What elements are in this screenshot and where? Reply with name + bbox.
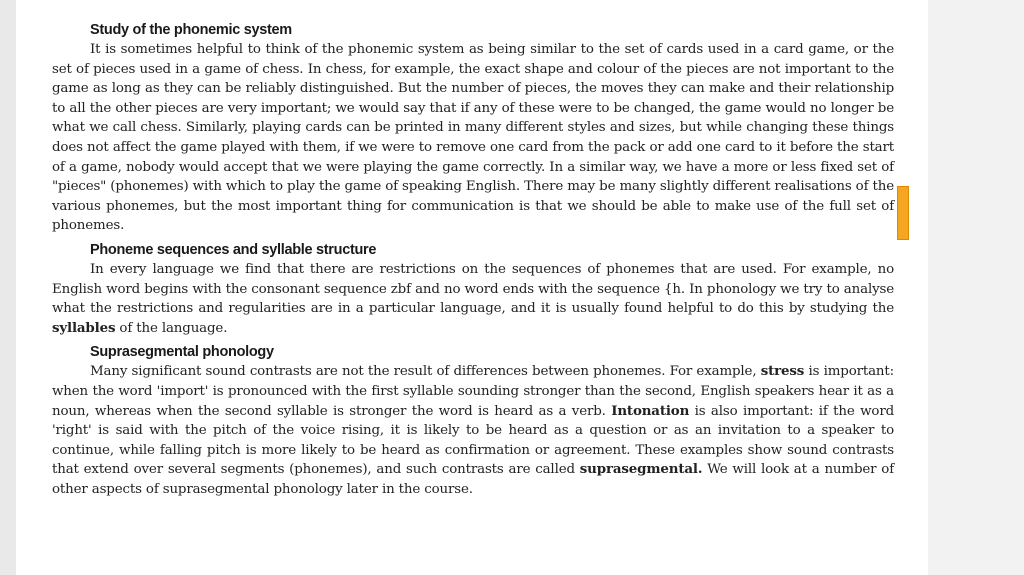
document-page <box>16 0 928 575</box>
section-heading-syllable-structure: Phoneme sequences and syllable structure <box>90 241 377 258</box>
section-heading-suprasegmental: Suprasegmental phonology <box>90 344 274 361</box>
section-heading-phonemic-system: Study of the phonemic system <box>90 22 292 38</box>
document-content <box>52 20 894 503</box>
paragraph-syllable-structure: In every language we find that there are restrictions on the sequences of phonemes that are used. For example, no English word begins with the consonant sequence zbf and no word ends with the sequence {h. In phonology we try to analyse what the restrictions and regularities are in a particular language, and it is usually found helpful to do this by studying the syllables of the language. <box>52 261 894 336</box>
bold-term-intonation: Intonation <box>611 402 690 419</box>
highlight-marker[interactable] <box>897 186 909 240</box>
paragraph-suprasegmental: Many significant sound contrasts are not the result of differences between phonemes. For example, stress is important: when the word 'import' is pronounced with the first syllable sounding stronger than the second, English speakers hear it as a noun, whereas when the second syllable is stronger the word is heard as a verb. Intonation is also important: if the word 'right' is said with the pitch of the voice rising, it is likely to be heard as a question or as an invitation to a speaker to continue, while falling pitch is more likely to be heard as confirmation or agreement. These examples show sound contrasts that extend over several segments (phonemes), and such contrasts are called suprasegmental. We will look at a number of other aspects of suprasegmental phonology later in the course. <box>52 363 894 497</box>
bold-term-syllables: syllables <box>52 319 116 336</box>
bold-term-suprasegmental: suprasegmental. <box>579 461 703 478</box>
background-strip <box>928 0 1024 575</box>
bold-term-stress: stress <box>760 363 805 380</box>
paragraph-phonemic-system: It is sometimes helpful to think of the phonemic system as being similar to the set of cards used in a card game, or the set of pieces used in a game of chess. In chess, for example, the exact shape and colour of the pieces are not important to the game as long as they can be reliably distinguished. But the number of pieces, the moves they can make and their relationship to all the other pieces are very important; we would say that if any of these were to be changed, the game would no longer be what we call chess. Similarly, playing cards can be printed in many different styles and sizes, but while changing these things does not affect the game played with them, if we were to remove one card from the pack or add one card to it before the start of a game, nobody would accept that we were playing the game correctly. In a similar way, we have a more or less fixed set of "pieces" (phonemes) with which to play the game of speaking English. There may be many slightly different realisations of the various phonemes, but the most important thing for communication is that we should be able to make use of the full set of phonemes. <box>52 42 894 234</box>
